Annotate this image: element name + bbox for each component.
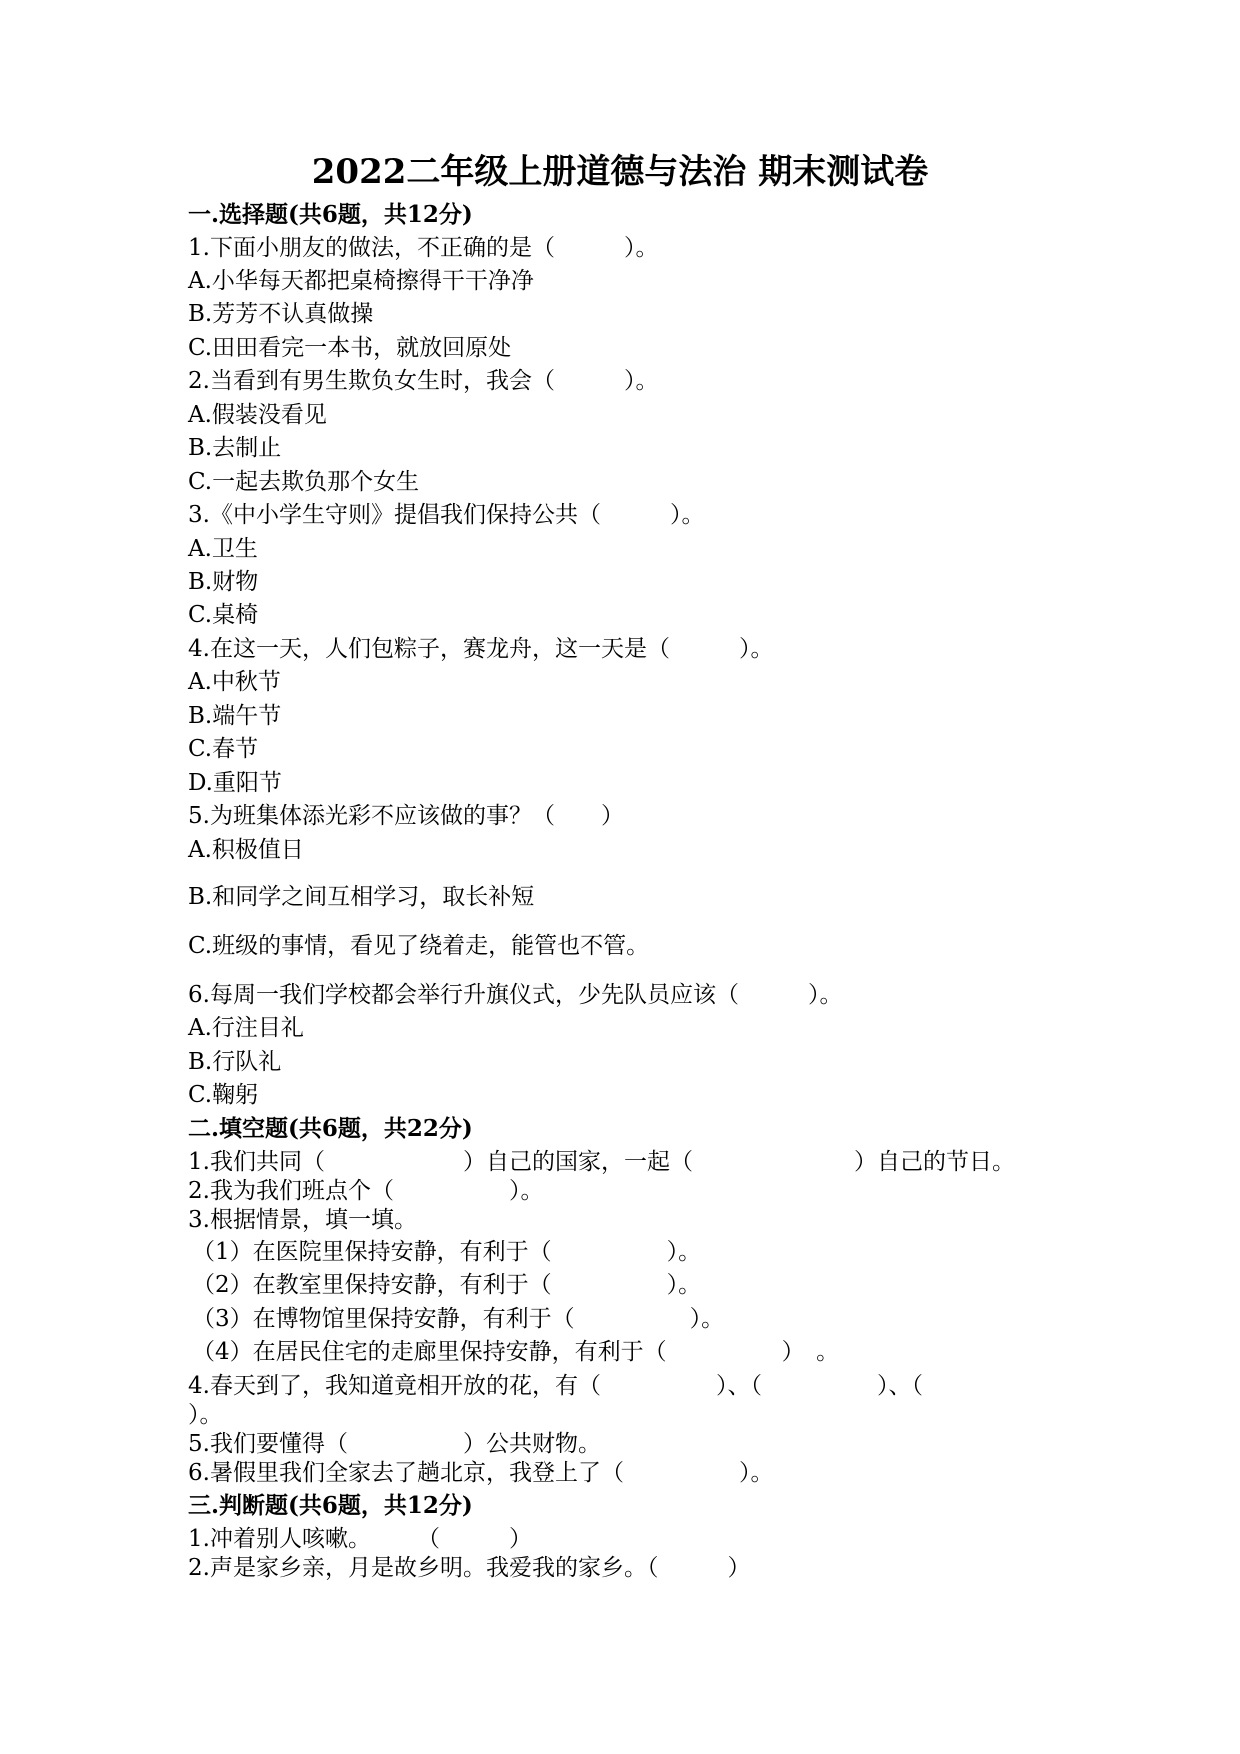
- answer-option: C.班级的事情，看见了绕着走，能管也不管。: [188, 933, 650, 959]
- sub-question: （4）在居民住宅的走廊里保持安静，有利于（ ） 。: [192, 1339, 840, 1365]
- question-stem: 6.暑假里我们全家去了趟北京，我登上了（ ）。: [188, 1460, 774, 1486]
- answer-option: A.卫生: [188, 536, 258, 562]
- question-stem: 1.下面小朋友的做法，不正确的是（ ）。: [188, 235, 659, 261]
- question-stem: 5.为班集体添光彩不应该做的事？（ ）: [188, 803, 624, 829]
- question-stem: 2.当看到有男生欺负女生时，我会（ ）。: [188, 368, 659, 394]
- answer-option: A.中秋节: [188, 669, 281, 695]
- question-stem: 6.每周一我们学校都会举行升旗仪式，少先队员应该（ ）。: [188, 982, 843, 1008]
- question-stem: 1.冲着别人咳嗽。 （ ）: [188, 1526, 532, 1552]
- answer-option: D.重阳节: [188, 770, 282, 796]
- answer-option: B.去制止: [188, 435, 282, 461]
- question-stem: 5.我们要懂得（ ）公共财物。: [188, 1431, 601, 1457]
- answer-option: C.春节: [188, 736, 259, 762]
- section-heading-choice: 一.选择题(共6题，共12分): [188, 201, 473, 228]
- sub-question: （1）在医院里保持安静，有利于（ ）。: [192, 1239, 702, 1265]
- question-stem-continuation: ）。: [188, 1402, 223, 1428]
- question-stem: 4.在这一天，人们包粽子，赛龙舟，这一天是（ ）。: [188, 636, 774, 662]
- section-heading-fill: 二.填空题(共6题，共22分): [188, 1115, 473, 1142]
- section-heading-judge: 三.判断题(共6题，共12分): [188, 1492, 473, 1519]
- question-stem: 2.我为我们班点个（ ）。: [188, 1178, 544, 1204]
- question-stem: 3.根据情景，填一填。: [188, 1207, 417, 1233]
- answer-option: B.芳芳不认真做操: [188, 301, 374, 327]
- answer-option: A.积极值日: [188, 837, 304, 863]
- answer-option: B.端午节: [188, 703, 282, 729]
- sub-question: （2）在教室里保持安静，有利于（ ）。: [192, 1272, 702, 1298]
- question-stem: 1.我们共同（ ）自己的国家，一起（ ）自己的节日。: [188, 1149, 1015, 1175]
- answer-option: A.小华每天都把桌椅擦得干干净净: [188, 268, 534, 294]
- answer-option: B.行队礼: [188, 1049, 282, 1075]
- sub-question: （3）在博物馆里保持安静，有利于（ ）。: [192, 1306, 725, 1332]
- answer-option: B.财物: [188, 569, 259, 595]
- answer-option: A.假装没看见: [188, 402, 327, 428]
- answer-option: A.行注目礼: [188, 1015, 304, 1041]
- answer-option: C.一起去欺负那个女生: [188, 469, 420, 495]
- answer-option: C.鞠躬: [188, 1082, 259, 1108]
- answer-option: C.田田看完一本书，就放回原处: [188, 335, 512, 361]
- question-stem: 3.《中小学生守则》提倡我们保持公共（ ）。: [188, 502, 705, 528]
- answer-option: C.桌椅: [188, 602, 259, 628]
- answer-option: B.和同学之间互相学习，取长补短: [188, 884, 535, 910]
- page-title: 2022二年级上册道德与法治 期末测试卷: [311, 152, 929, 192]
- question-stem: 4.春天到了，我知道竟相开放的花，有（ ）、（ ）、（: [188, 1373, 923, 1399]
- question-stem: 2.声是家乡亲，月是故乡明。我爱我的家乡。（ ）: [188, 1555, 751, 1581]
